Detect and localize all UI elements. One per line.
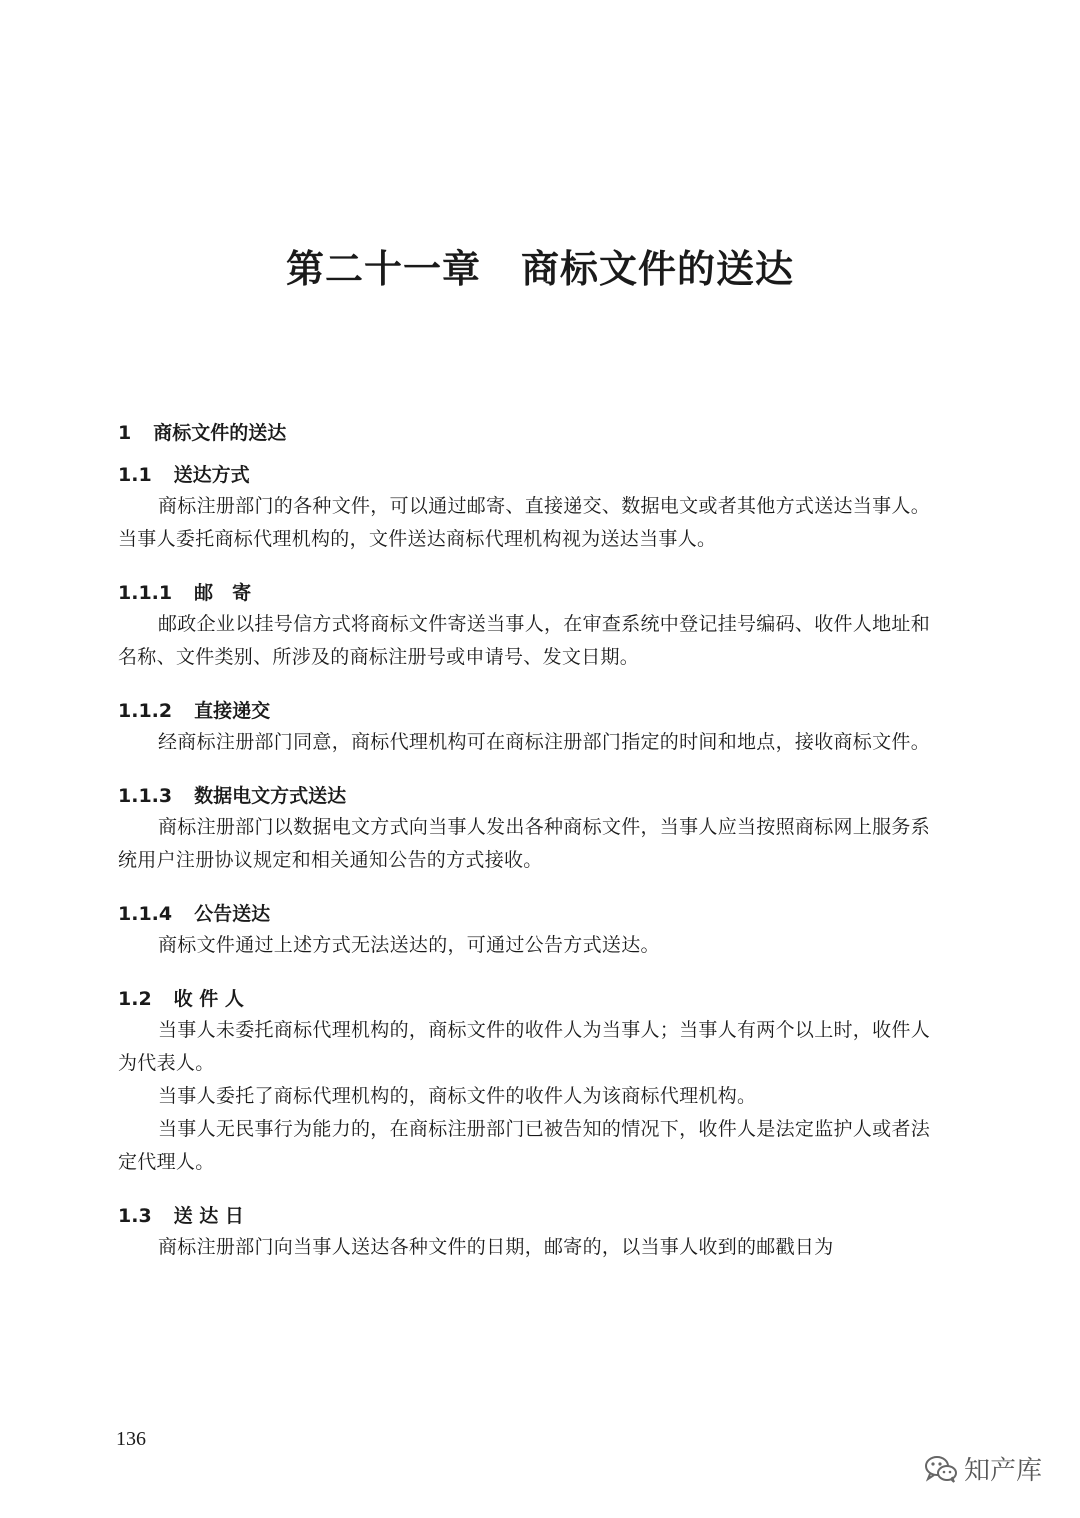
paragraph: 经商标注册部门同意，商标代理机构可在商标注册部门指定的时间和地点，接收商标文件。: [158, 731, 931, 753]
section-heading: 1.2 收 件 人: [118, 988, 244, 1010]
section-heading: 1.1.4 公告送达: [118, 903, 271, 925]
paragraph: 商标注册部门向当事人送达各种文件的日期，邮寄的，以当事人收到的邮戳日为: [158, 1236, 834, 1258]
chapter-name: 商标文件的送达: [521, 246, 795, 291]
watermark-text: 知产库: [963, 1456, 1042, 1486]
paragraph: 当事人无民事行为能力的，在商标注册部门已被告知的情况下，收件人是法定监护人或者法定代理人。: [118, 1118, 931, 1173]
wechat-icon: [924, 1454, 958, 1484]
section-heading: 1.3 送 达 日: [118, 1205, 244, 1227]
paragraph: 商标文件通过上述方式无法送达的，可通过公告方式送达。: [158, 934, 660, 956]
section-heading: 1 商标文件的送达: [118, 422, 287, 444]
section-heading: 1.1.1 邮 寄: [118, 582, 252, 604]
section-heading: 1.1 送达方式: [118, 464, 250, 486]
paragraph: 商标注册部门以数据电文方式向当事人发出各种商标文件，当事人应当按照商标网上服务系统用户注册协议规定和相关通知公告的方式接收。: [118, 816, 931, 871]
paragraph: 邮政企业以挂号信方式将商标文件寄送当事人，在审查系统中登记挂号编码、收件人地址和名称、文件类别、所涉及的商标注册号或申请号、发文日期。: [118, 613, 931, 668]
section-heading: 1.1.3 数据电文方式送达: [118, 785, 347, 807]
page-number: 136: [116, 1428, 146, 1450]
chapter-title: [0, 238, 1080, 293]
watermark: [924, 1450, 1042, 1487]
paragraph: 当事人委托了商标代理机构的，商标文件的收件人为该商标代理机构。: [158, 1085, 757, 1107]
chapter-number: 第二十一章: [285, 246, 481, 291]
section-heading: 1.1.2 直接递交: [118, 700, 271, 722]
paragraph: 当事人未委托商标代理机构的，商标文件的收件人为当事人；当事人有两个以上时，收件人为代表人。: [118, 1019, 931, 1074]
document-body: [118, 418, 938, 1264]
paragraph: 商标注册部门的各种文件，可以通过邮寄、直接递交、数据电文或者其他方式送达当事人。当事人委托商标代理机构的，文件送达商标代理机构视为送达当事人。: [118, 495, 931, 550]
